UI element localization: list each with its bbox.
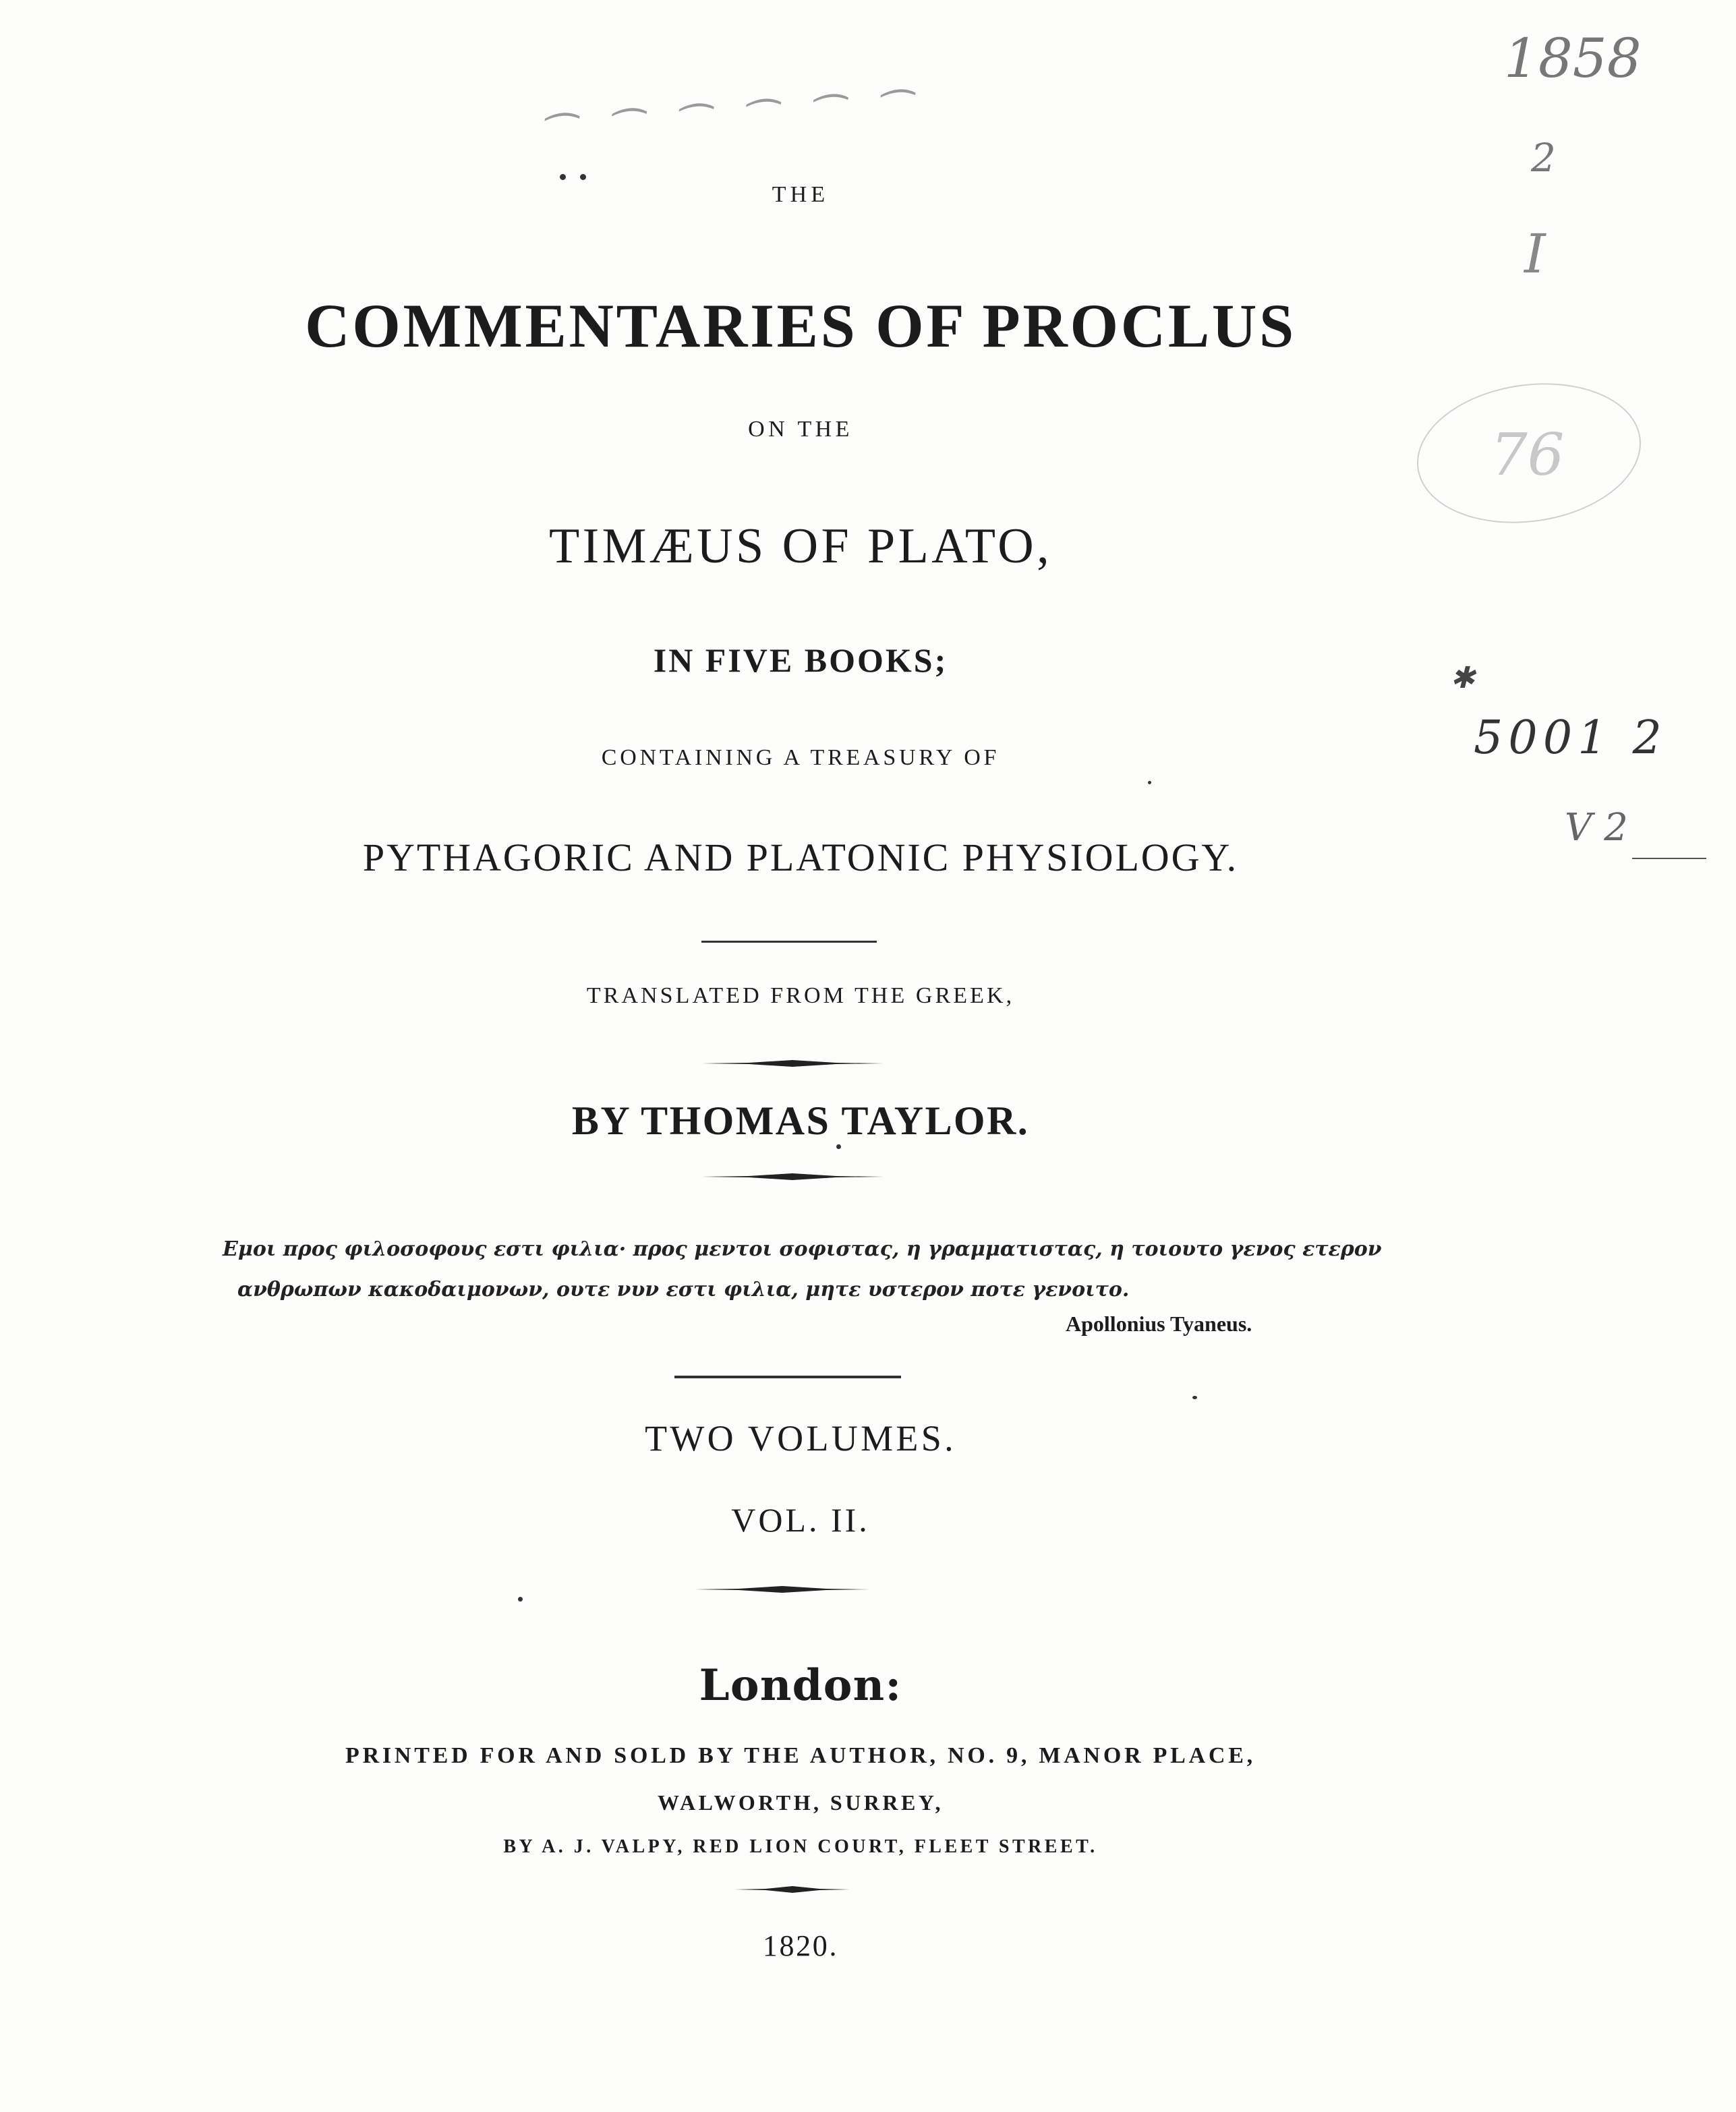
handwritten-number-2: 2 — [1531, 135, 1556, 181]
handwritten-volume-mark: V 2 — [1565, 806, 1628, 850]
translated-from: TRANSLATED FROM THE GREEK, — [586, 983, 1015, 1008]
title-on-the: ON THE — [748, 417, 853, 442]
ink-speck — [560, 174, 566, 180]
faint-signature: ⁀ ⁀ ⁀ ⁀ ⁀ ⁀ — [538, 88, 921, 160]
ornamental-rule — [695, 1585, 870, 1594]
ink-speck — [580, 174, 586, 180]
title-the: THE — [772, 182, 830, 207]
ornamental-rule — [735, 1885, 850, 1894]
title-containing: CONTAINING A TREASURY OF — [601, 745, 1000, 770]
author-line: BY THOMAS TAYLOR. — [571, 1098, 1030, 1143]
imprint-place: London: — [699, 1660, 902, 1711]
ink-speck — [1148, 781, 1151, 784]
imprint-line-1: PRINTED FOR AND SOLD BY THE AUTHOR, NO. 9, MANOR PLACE, — [345, 1743, 1256, 1768]
title-physiology: PYTHAGORIC AND PLATONIC PHYSIOLOGY. — [362, 835, 1239, 879]
ornamental-rule — [701, 1059, 884, 1068]
greek-epigraph-line-2: ανθρωπων κακοδαιμονων, ουτε νυν εστι φιλια, μητε υστερον ποτε γενοιτο. — [237, 1278, 1130, 1301]
handwritten-star-mark: ✱ — [1450, 661, 1475, 695]
handwritten-top-corner-number: 1858 — [1504, 27, 1642, 90]
ink-speck — [836, 1144, 841, 1149]
publication-year: 1820. — [762, 1929, 839, 1962]
ink-speck — [518, 1597, 523, 1602]
handwritten-number-1: I — [1524, 223, 1546, 285]
two-volumes: TWO VOLUMES. — [645, 1418, 956, 1459]
ink-speck — [1192, 1396, 1197, 1399]
volume-number: VOL. II. — [731, 1501, 870, 1539]
imprint-line-3: BY A. J. VALPY, RED LION COURT, FLEET STREET. — [503, 1836, 1098, 1857]
ornamental-rule — [701, 1172, 884, 1181]
title-subject: TIMÆUS OF PLATO, — [548, 519, 1053, 574]
greek-epigraph-line-1: Εμοι προς φιλοσοφους εστι φιλια· προς μεντοι σοφιστας, η γραμματιστας, η τοιουτο γενος ετερον — [223, 1237, 1382, 1261]
title-books: IN FIVE BOOKS; — [653, 641, 948, 679]
imprint-line-2: WALWORTH, SURREY, — [658, 1790, 944, 1815]
main-title: COMMENTARIES OF PROCLUS — [305, 291, 1296, 360]
handwritten-dash — [1632, 858, 1706, 859]
epigraph-attribution: Apollonius Tyaneus. — [1066, 1312, 1252, 1336]
handwritten-shelf-mark: 5001 2 — [1474, 711, 1667, 765]
divider-rule — [701, 941, 877, 943]
divider-rule — [674, 1376, 901, 1378]
faint-oval-number: 76 — [1491, 421, 1565, 489]
